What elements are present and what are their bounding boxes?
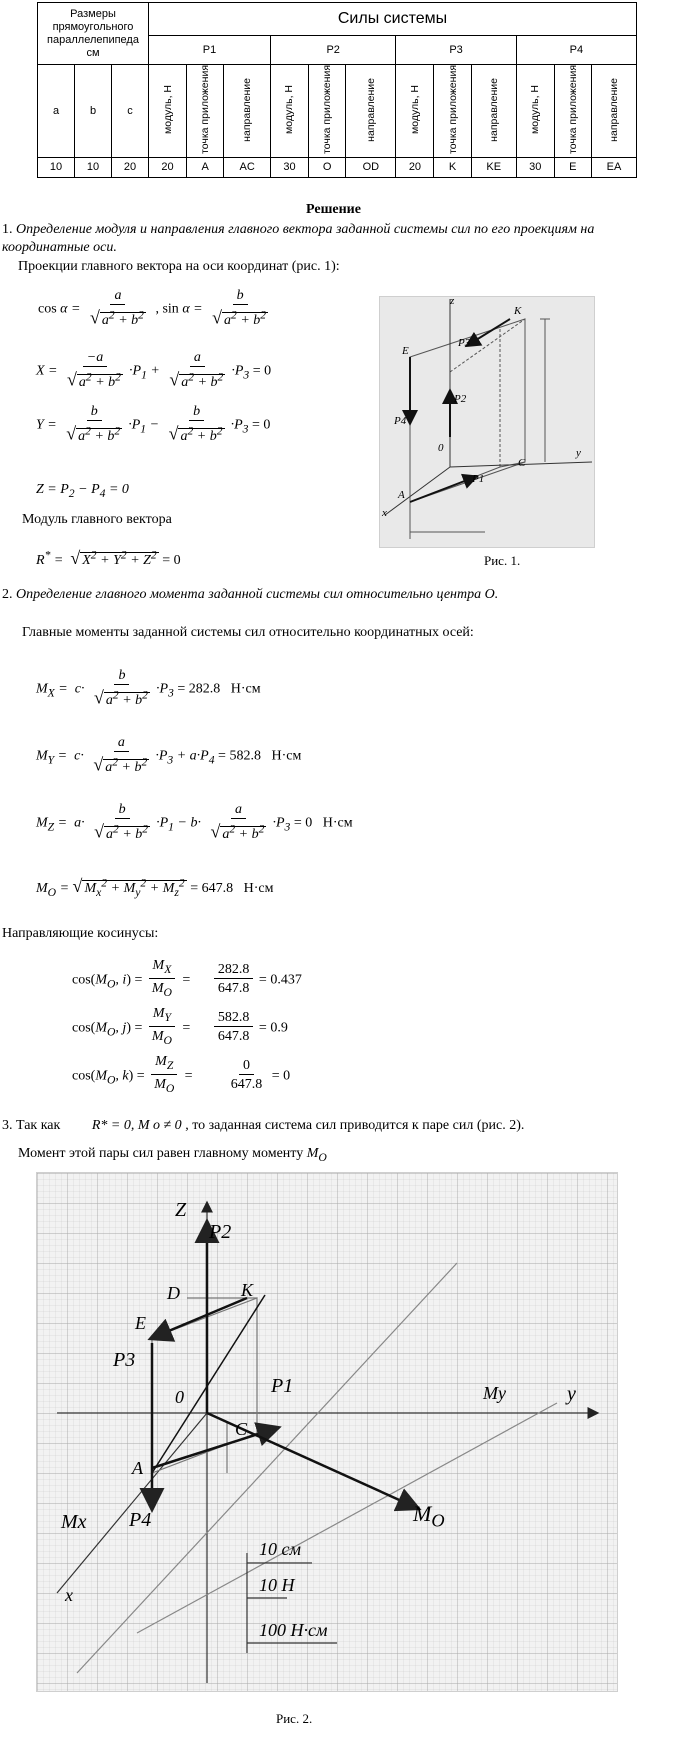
value-cell: O — [308, 157, 345, 177]
forces-header: Силы системы — [149, 3, 637, 36]
dim-a-label: a — [38, 65, 75, 158]
fig2-a-label: A — [132, 1458, 143, 1478]
col-direction-3: направление — [471, 65, 516, 158]
fig1-p3-label: P3 — [458, 337, 471, 349]
cos-i: $\cos(M_O$, i) = $\frac{M_X}{M_O}$ = $\frac{282.8}{647.8}$ = 0.437 — [72, 958, 302, 999]
col-modulus-2: модуль, Н — [270, 65, 308, 158]
force-p4-header: P4 — [516, 36, 636, 65]
section2-number: 2. — [2, 587, 13, 602]
fig2-p2-label: P2 — [209, 1221, 232, 1243]
eq-z: $Z = P_2 - P_4 = 0$ — [36, 482, 129, 500]
value-cell: 20 — [112, 157, 149, 177]
fig2-k-label: K — [241, 1280, 254, 1300]
fig2-p3-label: P3 — [113, 1349, 136, 1371]
eq-mo: $M_O$ = √ $M_x^2 + M_y^2 + M_z^2 = 647.8$ Н·см — [36, 876, 274, 899]
value-cell: A — [187, 157, 224, 177]
fig1-e-label: E — [402, 345, 409, 357]
eq-x: X = $\frac{-a}{√ a^2 + b^2}$ $\cdot P_1$ + $\frac{a}{√ a^2 + b^2}$ $\cdot P_3 = 0$ — [36, 350, 272, 390]
cos-sin-formula: cos α = $\frac{a}{√ a^2 + b^2}$ , sin α = $\frac{b}{√ a^2 + b^2}$ — [38, 288, 267, 328]
fig2-e-label: E — [135, 1313, 146, 1333]
eq-my: $M_Y = c\cdot$ $\frac{a}{√ a^2 + b^2}$ $\cdot P_3 + a\cdot P_4 = 582.8$ Н·см — [36, 735, 302, 775]
col-point-3: точка приложения — [434, 65, 471, 158]
values-row — [38, 157, 637, 177]
section3-number: 3. Так как — [2, 1118, 61, 1133]
figure-2 — [36, 1172, 618, 1692]
section3-heading — [2, 1118, 524, 1134]
dims-header — [38, 3, 149, 65]
fig2-x-label: x — [65, 1585, 73, 1605]
cos-i-num: 282.8 — [214, 962, 254, 979]
value-cell: EA — [591, 157, 636, 177]
value-cell: 30 — [270, 157, 308, 177]
fig2-d-label: D — [167, 1283, 180, 1303]
fig1-k-label: K — [514, 305, 522, 317]
cos-j-result: = 0.9 — [258, 1020, 288, 1036]
cos-j-num: 582.8 — [214, 1010, 254, 1027]
section1-number: 1. — [2, 222, 13, 237]
cos-j-den: 647.8 — [217, 1028, 250, 1044]
value-cell: 30 — [516, 157, 554, 177]
mo-unit: Н·см — [243, 881, 274, 896]
section1-heading — [2, 222, 594, 238]
fig1-z-label: z — [450, 296, 455, 307]
force-p3-header: P3 — [396, 36, 516, 65]
col-point-4: точка приложения — [554, 65, 591, 158]
mo-value: = 647.8 — [190, 881, 234, 896]
value-cell: AC — [224, 157, 271, 177]
value-cell: 10 — [38, 157, 75, 177]
mz-unit: Н·см — [322, 815, 353, 831]
value-cell: 20 — [396, 157, 434, 177]
col-direction-2: направление — [346, 65, 396, 158]
fig2-scale-moment: 100 Н·см — [259, 1620, 328, 1640]
fig1-p2-label: P2 — [454, 393, 467, 405]
section3-condition: R* = 0, M o ≠ 0 — [91, 1118, 182, 1133]
mx-value: = 282.8 — [177, 681, 221, 697]
fig2-c-label: C — [235, 1419, 248, 1439]
col-direction-4: направление — [591, 65, 636, 158]
fig2-p1-label: P1 — [271, 1375, 294, 1397]
figure-1-drawing — [380, 297, 594, 547]
section3-moment — [18, 1146, 327, 1164]
figure-1-caption: Рис. 1. — [484, 553, 521, 568]
section1-text-cont: координатные оси. — [2, 240, 117, 255]
value-cell: E — [554, 157, 591, 177]
cos-k-result: = 0 — [271, 1068, 291, 1084]
section1-intro: Проекции главного вектора на оси координат (рис. 1): — [18, 259, 340, 274]
cos-i-den: 647.8 — [217, 980, 250, 996]
value-cell: OD — [346, 157, 396, 177]
cos-i-result: = 0.437 — [258, 972, 302, 988]
value-cell: K — [434, 157, 471, 177]
fig1-o-label: 0 — [438, 442, 444, 454]
cos-k-den: 647.8 — [230, 1076, 263, 1092]
col-modulus-4: модуль, Н — [516, 65, 554, 158]
section2-intro: Главные моменты заданной системы сил относительно координатных осей: — [22, 625, 474, 640]
cos-j: $\cos(M_O$, j) = $\frac{M_Y}{M_O}$ = $\frac{582.8}{647.8}$ = 0.9 — [72, 1006, 288, 1047]
fig1-y-label: y — [576, 447, 581, 459]
eq-r-result: = 0 — [162, 553, 181, 568]
col-direction-1: направление — [224, 65, 271, 158]
eq-mz: $M_Z = a\cdot$ $\frac{b}{√ a^2 + b^2}$ $\cdot P_1 - b\cdot$ $\frac{a}{√ a^2 + b^2}$ $\cdot P_3 = 0$ Н·см — [36, 802, 353, 842]
parameters-table — [37, 2, 637, 178]
value-cell: 10 — [75, 157, 112, 177]
fig1-p1-label: P1 — [472, 473, 485, 485]
fig2-my-label: My — [483, 1383, 506, 1403]
fig2-p4-label: P4 — [129, 1509, 152, 1531]
fig2-y-label: y — [567, 1383, 576, 1405]
mx-unit: Н·см — [230, 681, 261, 697]
fig2-scale-length: 10 см — [259, 1539, 301, 1559]
eq-x-result: = 0 — [252, 363, 272, 379]
cos-k: $\cos(M_O$, k) = $\frac{M_Z}{M_O}$ = $\frac{0}{647.8}$ = 0 — [72, 1054, 291, 1095]
section1-text: Определение модуля и направления главного вектора заданной системы сил по его проекциям на — [16, 222, 595, 237]
dim-c-label: c — [112, 65, 149, 158]
eq-y-result: = 0 — [251, 417, 271, 433]
eq-r: R* = √ $X^2 + Y^2 + Z^2 = 0$ — [36, 548, 181, 568]
col-modulus-1: модуль, Н — [149, 65, 187, 158]
eq-mx: $M_X = c\cdot$ $\frac{b}{√ a^2 + b^2}$ $\cdot P_3 = 282.8$ Н·см — [36, 668, 261, 708]
section2-text: Определение главного момента заданной системы сил относительно центра O. — [16, 587, 499, 602]
direction-cosines-label: Направляющие косинусы: — [2, 926, 159, 941]
fig2-scale-force: 10 Н — [259, 1575, 295, 1595]
dims-header-text: Размеры прямоугольного параллелепипеда см — [47, 7, 139, 59]
fig2-mx-label: Mx — [61, 1511, 87, 1533]
fig1-c-label: C — [518, 457, 526, 469]
my-unit: Н·см — [271, 748, 302, 764]
section3-moment-text: Момент этой пары сил равен главному моменту — [18, 1146, 304, 1161]
section3-mo-symbol: $M_O$ — [306, 1146, 327, 1164]
mz-value: = 0 — [293, 815, 313, 831]
eq-y: Y = $\frac{b}{√ a^2 + b^2}$ $\cdot P_1$ − $\frac{b}{√ a^2 + b^2}$ $\cdot P_3 = 0$ — [36, 404, 271, 444]
col-modulus-3: модуль, Н — [396, 65, 434, 158]
cos-k-num: 0 — [239, 1058, 254, 1075]
section3-text: , то заданная система сил приводится к паре сил (рис. 2). — [185, 1118, 525, 1133]
force-p2-header: P2 — [270, 36, 395, 65]
fig2-o-label: 0 — [175, 1387, 184, 1407]
force-p1-header: P1 — [149, 36, 271, 65]
solution-title: Решение — [306, 202, 361, 217]
value-cell: 20 — [149, 157, 187, 177]
modulus-label: Модуль главного вектора — [22, 512, 172, 527]
my-value: = 582.8 — [218, 748, 261, 764]
fig1-p4-label: P4 — [394, 415, 407, 427]
col-point-1: точка приложения — [187, 65, 224, 158]
dim-b-label: b — [75, 65, 112, 158]
figure-1 — [379, 296, 595, 548]
fig2-z-label: Z — [175, 1199, 187, 1221]
figure-2-caption: Рис. 2. — [276, 1711, 313, 1726]
value-cell: KE — [471, 157, 516, 177]
fig2-mo-label: $M_O$ — [413, 1501, 445, 1531]
fig1-x-label: x — [382, 507, 387, 519]
fig1-a-label: A — [398, 489, 405, 501]
section2-heading — [2, 587, 498, 603]
figure-2-drawing — [37, 1173, 617, 1691]
col-point-2: точка приложения — [308, 65, 345, 158]
